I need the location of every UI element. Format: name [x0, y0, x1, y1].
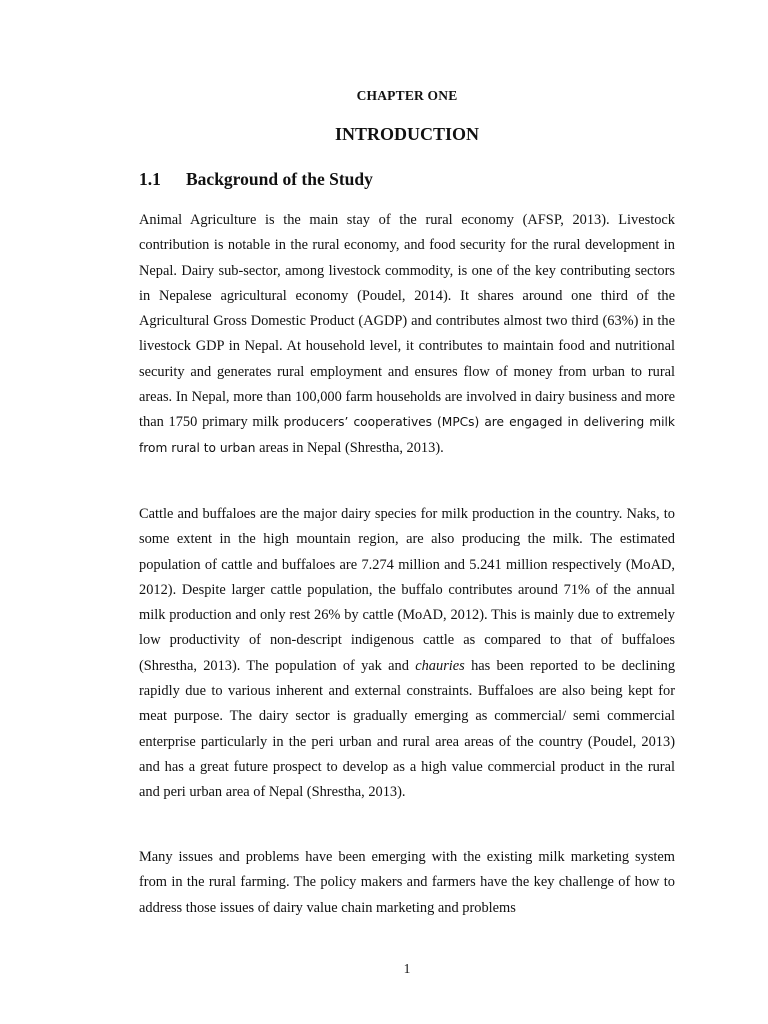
- paragraph-3: [139, 845, 675, 921]
- paragraph-1-text-a: Animal Agriculture is the main stay of the rural economy (AFSP, 2013). Livestock contribution is notable in the rural economy, and food security for the rural development in Nepal. Dairy sub-sector, among livestock commodity, is one of the key contributing sectors in Nepalese agricultural economy (Poudel, 2014). It shares around one third of the Agricultural Gross Domestic Product (AGDP) and contributes almost two third (63%) in the livestock GDP in Nepal. At household level, it contributes to maintain food and nutritional security and generates rural employment and ensures flow of money from urban to rural areas. In Nepal, more than 100,000 farm households are involved in dairy business and more than 1750 primary milk: [139, 212, 675, 431]
- section-number: 1.1: [139, 169, 161, 189]
- paragraph-2-text-b: has been reported to be declining rapidly due to various inherent and external constraints. Buffaloes are also being kept for meat purpose. The dairy sector is gradually emerging as commercial/ semi commercial enterprise particularly in the peri urban and rural area areas of the country (Poudel, 2013) and has a great future prospect to develop as a high value commercial product in the rural and peri urban area of Nepal (Shrestha, 2013).: [139, 657, 676, 801]
- paragraph-3-text: Many issues and problems have been emerging with the existing milk marketing system from in the rural farming. The policy makers and farmers have the key challenge of how to address those issues of dairy value chain marketing and problems: [139, 849, 675, 916]
- paragraph-1-text-c: areas in Nepal (Shrestha, 2013).: [259, 439, 444, 456]
- paragraph-2-text-a: Cattle and buffaloes are the major dairy species for milk production in the country. Naks, to some extent in the high mountain region, are also producing the milk. The estimated population of cattle and buffaloes are 7.274 million and 5.241 million respectively (MoAD, 2012). Despite larger cattle population, the buffalo contributes around 71% of the annual milk production and only rest 26% by cattle (MoAD, 2012). This is mainly due to extremely low productivity of non-descript indigenous cattle as compared to that of buffaloes (Shrestha, 2013). The population of yak and: [139, 506, 675, 674]
- chapter-label: CHAPTER ONE: [356, 88, 458, 103]
- paragraph-2: [139, 502, 675, 806]
- paragraph-2-italic-term: chauries: [415, 657, 465, 674]
- section-heading: [139, 169, 373, 190]
- page-number: 1: [403, 961, 411, 976]
- section-title: Background of the Study: [186, 169, 373, 189]
- paragraph-1: [139, 208, 675, 461]
- paragraph-1-text-b: producers’ cooperatives (MPCs) are engaged in delivering milk from rural to urban: [139, 415, 675, 455]
- chapter-title: INTRODUCTION: [334, 124, 480, 144]
